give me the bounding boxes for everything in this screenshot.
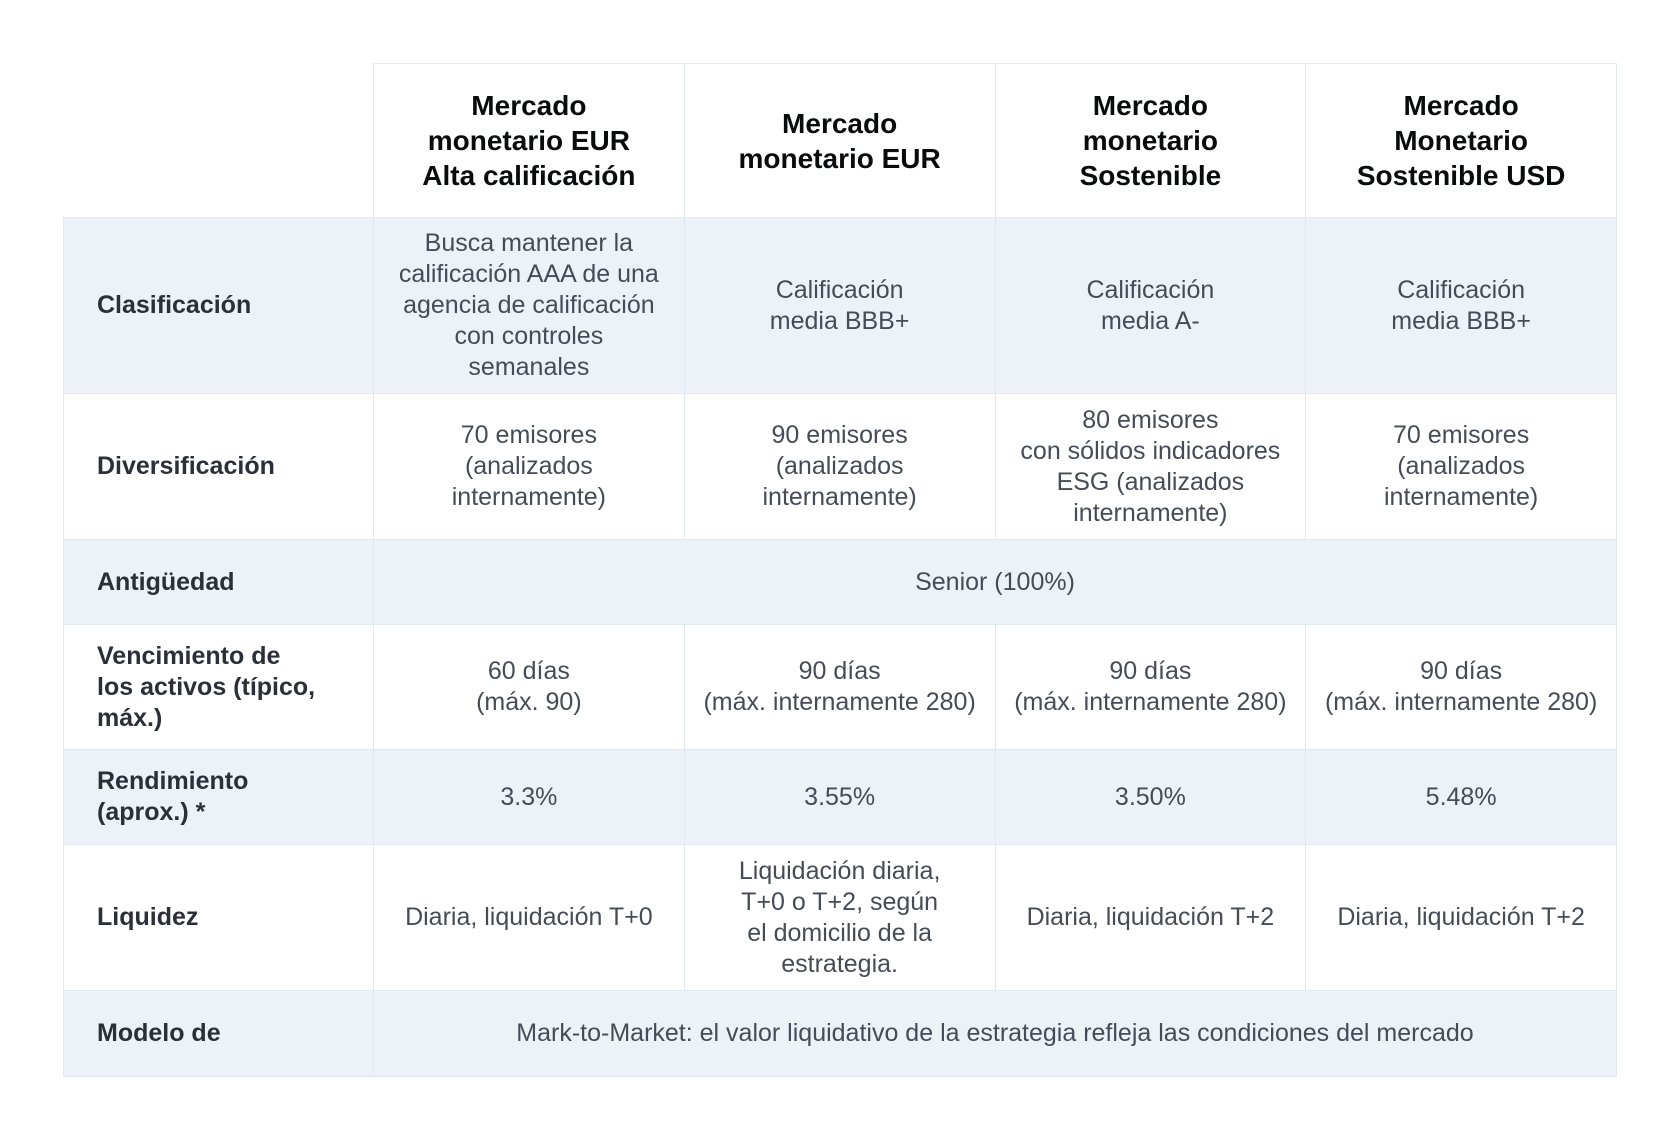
cell-line: (máx. internamente 280) — [703, 688, 976, 716]
cell-line: T+0 o T+2, según — [741, 887, 939, 916]
row-diversificacion — [64, 394, 1617, 540]
cell-diversificacion-3 — [995, 394, 1306, 540]
cell-line: 90 días — [798, 657, 881, 685]
cell-line: (máx. internamente 280) — [1014, 688, 1287, 716]
cell-line: 90 días — [1109, 657, 1192, 685]
cell-line: el domicilio de la — [747, 918, 933, 947]
cell-line: agencia de calificación — [403, 291, 655, 319]
cell-line: internamente) — [451, 483, 606, 511]
column-header-eur — [684, 64, 995, 218]
cell-line: 90 emisores — [771, 421, 908, 449]
column-header-sustainable-usd — [1306, 64, 1617, 218]
header-corner — [64, 64, 374, 218]
cell-line: internamente) — [1384, 483, 1539, 511]
header-line: Monetario — [1394, 125, 1529, 156]
cell-line: Calificación — [775, 275, 904, 304]
cell-vencimiento-3 — [995, 625, 1306, 750]
label-line: máx.) — [97, 703, 163, 732]
cell-line: con sólidos indicadores — [1020, 436, 1281, 465]
cell-diversificacion-4 — [1306, 394, 1617, 540]
cell-clasificacion-2 — [684, 218, 995, 394]
row-clasificacion — [64, 218, 1617, 394]
header-line: monetario EUR — [738, 142, 941, 174]
cell-line: 70 emisores — [1393, 421, 1530, 449]
cell-line: calificación AAA de una — [398, 260, 659, 288]
cell-line: (máx. internamente 280) — [1324, 688, 1598, 716]
cell-line: media BBB+ — [769, 306, 910, 335]
cell-line: media A- — [1101, 306, 1200, 335]
row-label-clasificacion: Clasificación — [64, 218, 374, 394]
cell-line: semanales — [468, 353, 590, 381]
cell-clasificacion-1 — [374, 218, 685, 394]
row-rendimiento — [64, 750, 1617, 845]
cell-line: media BBB+ — [1391, 306, 1531, 335]
header-line: Sostenible — [1079, 160, 1222, 191]
cell-line: Liquidación diaria, — [738, 856, 941, 885]
cell-line: Calificación — [1397, 275, 1526, 304]
column-header-eur-high-rating — [374, 64, 685, 218]
cell-rendimiento-3: 3.50% — [995, 750, 1306, 845]
cell-rendimiento-2: 3.55% — [684, 750, 995, 845]
cell-liquidez-4 — [1306, 845, 1617, 991]
header-line: monetario — [1082, 125, 1219, 156]
cell-modelo-merged: Mark-to-Market: el valor liquidativo de la estrategia refleja las condiciones del mercado — [374, 991, 1617, 1077]
header-line: Mercado — [1092, 90, 1208, 121]
cell-liquidez-2 — [684, 845, 995, 991]
row-label-diversificacion: Diversificación — [64, 394, 374, 540]
cell-vencimiento-4 — [1306, 625, 1617, 750]
cell-vencimiento-2 — [684, 625, 995, 750]
row-vencimiento — [64, 625, 1617, 750]
cell-line: (analizados — [775, 452, 904, 480]
cell-line: ESG (analizados — [1056, 467, 1245, 496]
cell-line: 60 días — [487, 657, 570, 685]
row-modelo — [64, 991, 1617, 1077]
comparison-table-container — [63, 63, 1616, 1077]
cell-liquidez-1 — [374, 845, 685, 991]
header-line: Sostenible USD — [1356, 160, 1566, 191]
header-line: Mercado — [471, 90, 587, 121]
label-line: los activos (típico, — [97, 672, 316, 701]
row-liquidez — [64, 845, 1617, 991]
row-label-modelo: Modelo de — [64, 991, 374, 1077]
header-line: monetario EUR — [427, 125, 630, 156]
header-line: Mercado — [1403, 90, 1519, 121]
cell-line: 70 emisores — [460, 421, 597, 449]
cell-line: 80 emisores — [1082, 405, 1219, 434]
cell-diversificacion-1 — [374, 394, 685, 540]
header-row — [64, 64, 1617, 218]
cell-line: con controles — [454, 322, 604, 350]
header-line: Alta calificación — [422, 160, 636, 191]
cell-line: Diaria, liquidación T+0 — [405, 903, 653, 931]
cell-line: Diaria, liquidación T+2 — [1026, 903, 1275, 931]
label-line: (aprox.) * — [97, 798, 206, 826]
cell-line: (analizados — [464, 452, 593, 480]
cell-clasificacion-4 — [1306, 218, 1617, 394]
cell-line: Busca mantener la — [424, 229, 634, 257]
row-label-rendimiento — [64, 750, 374, 845]
cell-line: estrategia. — [781, 949, 898, 978]
cell-line: 90 días — [1420, 657, 1503, 685]
row-antiguedad — [64, 540, 1617, 625]
cell-line: internamente) — [1073, 498, 1228, 527]
cell-antiguedad-merged: Senior (100%) — [374, 540, 1617, 625]
label-line: Vencimiento de — [97, 641, 281, 670]
header-line: Mercado — [782, 107, 898, 139]
row-label-vencimiento — [64, 625, 374, 750]
column-header-sustainable — [995, 64, 1306, 218]
cell-rendimiento-1: 3.3% — [374, 750, 685, 845]
cell-line: Diaria, liquidación T+2 — [1337, 903, 1585, 931]
cell-liquidez-3 — [995, 845, 1306, 991]
money-market-comparison-table — [63, 63, 1617, 1077]
cell-diversificacion-2 — [684, 394, 995, 540]
cell-vencimiento-1 — [374, 625, 685, 750]
cell-line: (analizados — [1397, 452, 1526, 480]
row-label-antiguedad: Antigüedad — [64, 540, 374, 625]
row-label-liquidez: Liquidez — [64, 845, 374, 991]
cell-rendimiento-4: 5.48% — [1306, 750, 1617, 845]
cell-line: (máx. 90) — [476, 688, 582, 716]
cell-line: Calificación — [1086, 275, 1215, 304]
label-line: Rendimiento — [97, 767, 249, 795]
cell-line: internamente) — [762, 483, 917, 511]
cell-clasificacion-3 — [995, 218, 1306, 394]
